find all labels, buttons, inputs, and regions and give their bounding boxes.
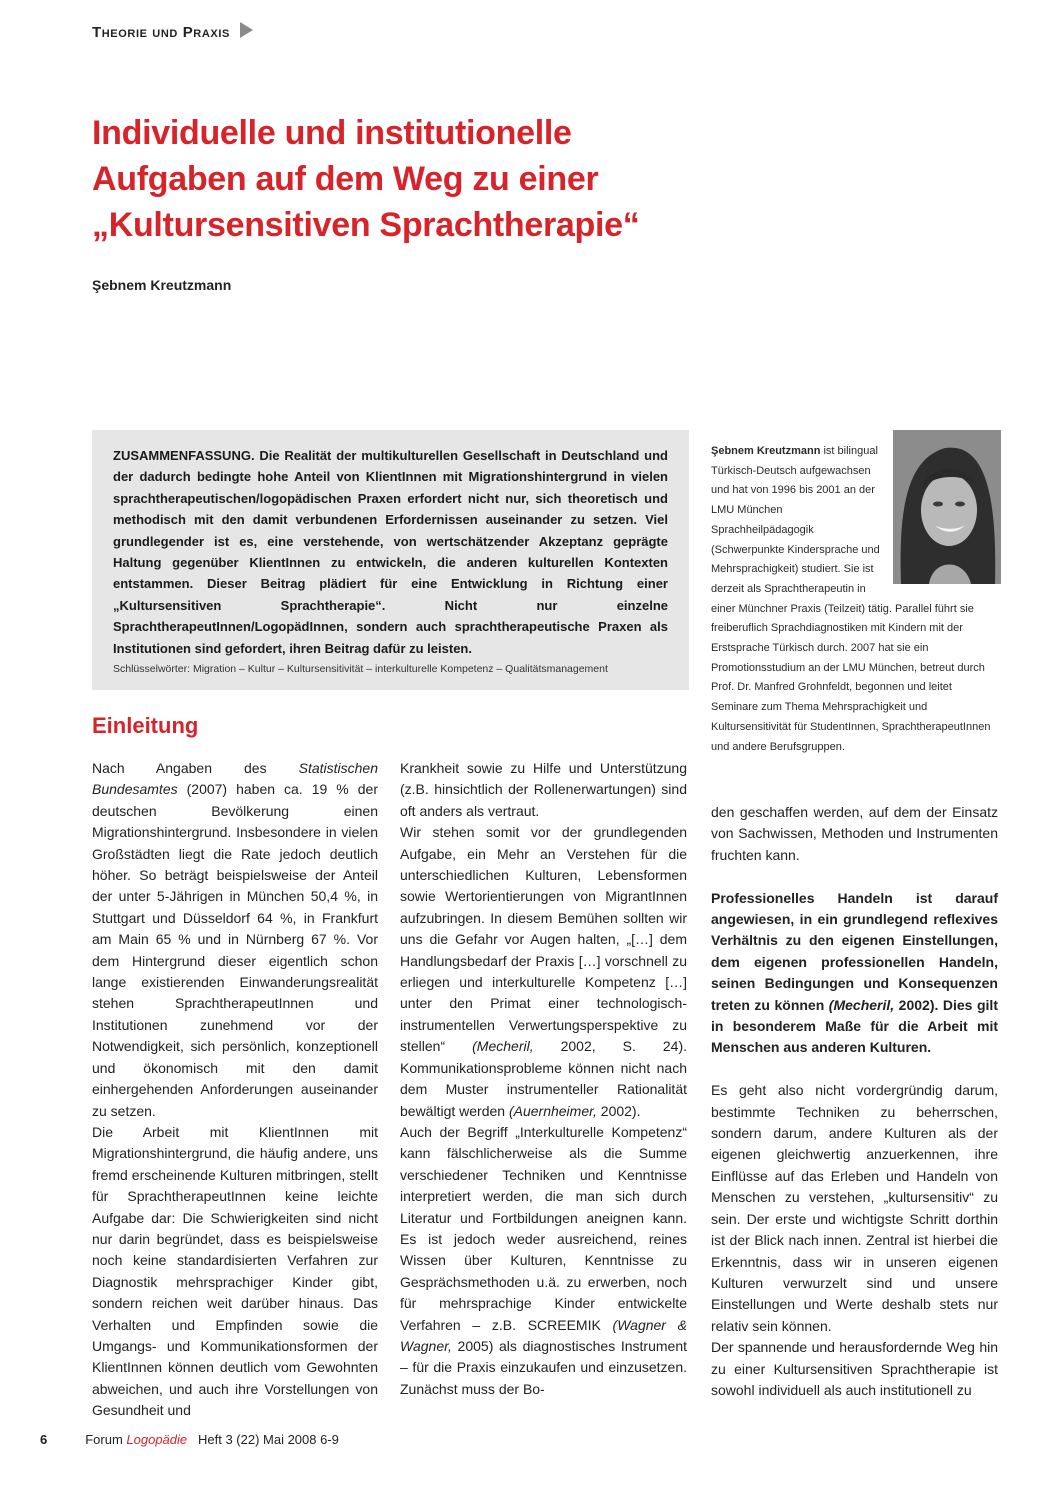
section-heading-einleitung: Einleitung — [92, 713, 199, 738]
article-title — [92, 110, 812, 248]
citation: (Auernheimer, — [508, 1102, 597, 1119]
text-run: 2002). — [596, 1102, 641, 1119]
highlighted-paragraph — [711, 888, 998, 1059]
title-line-2: Aufgaben auf dem Weg zu einer — [92, 160, 599, 198]
text-run: Wir stehen somit vor der grundlegenden Aufgabe, ein Mehr an Verstehen für die unterschiedlichen Kulturen, Lebensformen sowie Wertorientierungen von MigrantInnen aufzubringen. In diesem Bemühen sollten wir uns die Gefahr vor Augen halten, „[…] dem Handlungsbedarf der Praxis […] vorschnell zu erliegen und interkulturelle Kompetenz […] unter den Primat einer technologisch-instrumentellen Verwertungsperspektive zu stellen“ — [400, 824, 687, 1055]
title-line-3: „Kultursensitiven Sprachtherapie“ — [92, 206, 640, 244]
author-bio — [711, 442, 1001, 757]
issue-info: Heft 3 (22) Mai 2008 6-9 — [197, 1432, 339, 1447]
bio-text: ist bilingual Türkisch-Deutsch aufgewachsen und hat von 1996 bis 2001 an der LMU München Sprachheilpädagogik (Schwerpunkte Kindersprache und Mehrsprachigkeit) studiert. Sie ist derzeit als Sprachtherapeutin in einer Münchner Praxis (Teilzeit) tätig. Parallel führt sie freiberuflich Sprachdiagnostiken mit Kindern mit der Erstsprache Türkisch durch. 2007 hat sie ein Promotionsstudium an der LMU München, betreut durch Prof. Dr. Manfred Grohnfeldt, begonnen und leitet Seminare zum Thema Mehrsprachigkeit und Kultursensitivität für StudentInnen, SprachtherapeutInnen und andere Berufsgruppen. — [711, 445, 991, 753]
title-line-1: Individuelle und institutionelle — [92, 114, 572, 152]
paragraph: Krankheit sowie zu Hilfe und Unterstützung (z.B. hinsichtlich der Rollenerwartungen) sind oft anders als vertraut. — [400, 760, 687, 819]
section-header — [92, 22, 253, 41]
triangle-right-icon — [240, 22, 253, 38]
section-label: Theorie und Praxis — [92, 24, 230, 41]
text-run: 2005) als diagnostisches Instrument – für die Praxis einzukaufen und einzusetzen. Zunächst muss der Bo- — [400, 1337, 687, 1397]
page-number: 6 — [40, 1432, 48, 1447]
text-run: Nach Angaben des — [92, 760, 299, 776]
paragraph — [400, 822, 687, 1122]
portrait-image — [893, 430, 1001, 584]
abstract-box — [92, 430, 689, 690]
paragraph — [92, 758, 378, 1122]
author-photo — [893, 430, 1001, 584]
text-run: 2002, S. 24). Kommunikationsprobleme können nicht nach dem Muster instrumenteller Rationalität bewältigt werden — [400, 1038, 687, 1119]
text-run: (2007) haben ca. 19 % der deutschen Bevölkerung einen Migrationshintergrund. Insbesondere in vielen Großstädten liegt die Rate jedoch deutlich höher. So beträgt beispielsweise der Anteil der unter 5-Jährigen in München 50,4 %, in Stuttgart und Düsseldorf 64 %, in Frankfurt am Main 65 % und in Nürnberg 67 %. Vor dem Hintergrund dieser eigentlich schon lange existierenden Einwanderungsrealität stehen SprachtherapeutInnen und Institutionen zunehmend vor der Notwendigkeit, sich persönlich, konzeptionell und ökonomisch mit den damit einhergehenden Anforderungen auseinander zu setzen. — [92, 781, 378, 1119]
paragraph — [400, 1122, 687, 1400]
paragraph: den geschaffen werden, auf dem der Einsatz von Sachwissen, Methoden und Instrumenten fruchten kann. — [711, 804, 998, 863]
article-author: Şebnem Kreutzmann — [92, 277, 232, 293]
citation: (Mecheril, — [828, 996, 895, 1013]
text-run: Professionelles Handeln ist darauf angewiesen, in ein grundlegend reflexives Verhältnis zu den eigenen Einstellungen, dem eigenen professionellen Handeln, seinen Bedingungen und Konsequenzen treten zu können — [711, 889, 998, 1013]
journal-name: Forum — [85, 1432, 127, 1447]
citation: (Wagner & Wagner, — [400, 1316, 687, 1354]
journal-name-accent: Logopädie — [126, 1432, 188, 1447]
keywords: Schlüsselwörter: Migration – Kultur – Kultursensitivität – interkulturelle Kompetenz – Qualitätsmanagement — [113, 663, 608, 676]
abstract-text: ZUSAMMENFASSUNG. Die Realität der multikulturellen Gesellschaft in Deutschland und der dadurch bedingte hohe Anteil von KlientInnen mit Migrationshintergrund in vielen sprachtherapeutischen/logopädischen Praxen erfordert nicht nur, sich theoretisch und methodisch mit den damit verbundenen Erfordernissen auseinander zu setzen. Viel grundlegender ist es, eine verstehende, von wertschätzender Akzeptanz geprägte Haltung gegenüber KlientInnen zu entwickeln, die anderen kulturellen Kontexten entstammen. Dieser Beitrag plädiert für eine Entwicklung in Richtung einer „Kultursensitiven Sprachtherapie“. Nicht nur einzelne SprachtherapeutInnen/LogopädInnen, sondern auch sprachtherapeutische Praxen als Institutionen sind gefordert, ihren Beitrag dafür zu leisten. — [113, 448, 668, 656]
page-footer — [40, 1432, 339, 1447]
bio-name: Şebnem Kreutzmann — [711, 445, 821, 457]
text-column-3 — [711, 802, 998, 1401]
text-column-1 — [92, 758, 378, 1422]
citation: (Mecheril, — [472, 1038, 534, 1055]
paragraph: Es geht also nicht vordergründig darum, bestimmte Techniken zu beherrschen, sondern darum, andere Kulturen als der eigenen gleichwertig anzuerkennen, ihre Einflüsse auf das Erleben und Handeln von Menschen zu verstehen, „kultursensitiv“ zu sein. Der erste und wichtigste Schritt dorthin ist der Blick nach innen. Zentral ist hierbei die Erkenntnis, dass wir in unseren eigenen Kulturen verwurzelt sind und unsere Einstellungen und Werte deshalb stets nur relativ sein können. — [711, 1082, 998, 1334]
paragraph: Der spannende und herausfordernde Weg hin zu einer Kultursensitiven Sprachtherapie ist sowohl individuell als auch institutionell zu — [711, 1339, 998, 1398]
paragraph: Die Arbeit mit KlientInnen mit Migrationshintergrund, die häufig andere, uns fremd erscheinende Kulturen mitbringen, stellt für SprachtherapeutInnen keine leichte Aufgabe dar: Die Schwierigkeiten sind nicht nur darin begründet, dass es beispielsweise noch keine standardisierten Verfahren zur Diagnostik mehrsprachiger Kinder gibt, sondern reichen weit darüber hinaus. Das Verhalten und Empfinden sowie die Umgangs- und Kommunikationsformen der KlientInnen können deutlich vom Gewohnten abweichen, und auch ihre Vorstellungen von Gesundheit und — [92, 1123, 378, 1419]
text-run: 2002). Dies gilt in besonderem Maße für die Arbeit mit Menschen aus anderen Kulturen. — [711, 996, 998, 1056]
citation: Statistischen Bundesamtes — [92, 760, 378, 798]
text-column-2 — [400, 758, 687, 1400]
text-run: Auch der Begriff „Interkulturelle Kompetenz“ kann fälschlicherweise als die Summe verschiedener Techniken und Kenntnisse interpretiert werden, die man sich durch Literatur und Fortbildungen aneignen kann. Es ist jedoch weder ausreichend, reines Wissen über Kulturen, Kenntnisse zu Gesprächsmethoden u.ä. zu erwerben, noch für mehrsprachige Kinder entwickelte Verfahren – z.B. SCREEMIK — [400, 1123, 687, 1333]
